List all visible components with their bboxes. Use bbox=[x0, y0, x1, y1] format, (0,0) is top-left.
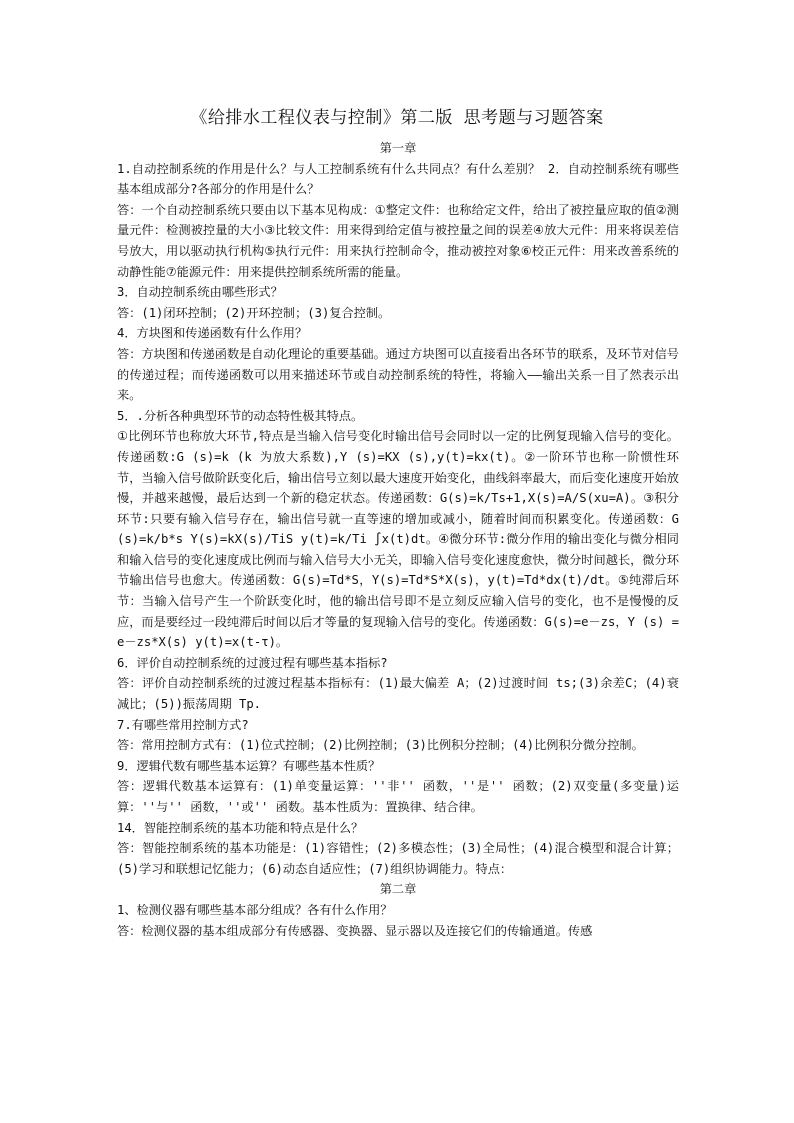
paragraph: ①比例环节也称放大环节,特点是当输入信号变化时输出信号会同时以一定的比例复现输入信号的变化。传递函数:G (s)=k (k 为放大系数),Y (s)=KX (s),y(t)=kx(t)。②一阶环节也称一阶惯性环节，当输入信号做阶跃变化后，输出信号立刻以最大速度开始变化，曲线斜率最大，而后变化速度开始放慢，并越来越慢，最后达到一个新的稳定状态。传递函数：G(s)=k/Ts+1,X(s)=A/S(xu=A)。③积分环节:只要有输入信号存在，输出信号就一直等速的增加或减小，随着时间而积累变化。传递函数：G (s)=k/b*s Y(s)=kX(s)/TiS y(t)=k/Ti ∫x(t)dt。④微分环节:微分作用的输出变化与微分相同和输入信号的变化速度成比例而与输入信号大小无关，即输入信号变化速度愈快，微分时间越长，微分环节输出信号也愈大。传递函数：G(s)=Td*S，Y(s)=Td*S*X(s)，y(t)=Td*dx(t)/dt。⑤纯滞后环节：当输入信号产生一个阶跃变化时，他的输出信号即不是立刻反应输入信号的变化，也不是慢慢的反应，而是要经过一段纯滞后时间以后才等量的复现输入信号的变化。传递函数：G(s)=e－zs，Y (s) =e－zs*X(s) y(t)=x(t-τ)。 bbox=[117, 429, 679, 650]
paragraph: 答：常用控制方式有：(1)位式控制；(2)比例控制；(3)比例积分控制；(4)比例积分微分控制。 bbox=[117, 738, 644, 753]
paragraph: 6．评价自动控制系统的过渡过程有哪些基本指标? bbox=[117, 655, 388, 670]
paragraph: 1、检测仪器有哪些基本部分组成？各有什么作用？ bbox=[117, 902, 393, 917]
paragraph: 7.有哪些常用控制方式? bbox=[117, 717, 249, 732]
paragraph: 答：(1)闭环控制；(2)开环控制；(3)复合控制。 bbox=[117, 305, 391, 320]
chapter-heading: 第二章 bbox=[379, 882, 417, 897]
paragraph: 1.自动控制系统的作用是什么？与人工控制系统有什么共同点？有什么差别？ 2．自动控制系统有哪些基本组成部分?各部分的作用是什么？ bbox=[117, 161, 679, 197]
paragraph: 答：一个自动控制系统只要由以下基本见构成：①整定文件：也称给定文件，给出了被控量应取的值②测量元件：检测被控量的大小③比较文件：用来得到给定值与被控量之间的误差④放大元件：用来将误差信号放大，用以驱动执行机构⑤执行元件：用来执行控制命令，推动被控对象⑥校正元件：用来改善系统的动静性能⑦能源元件：用来提供控制系统所需的能量。 bbox=[117, 202, 679, 279]
document-title: 《给排水工程仪表与控制》第二版 思考题与习题答案 bbox=[190, 108, 604, 128]
document-body bbox=[117, 138, 679, 941]
paragraph: 答：逻辑代数基本运算有：(1)单变量运算：''非'' 函数，''是'' 函数；(2)双变量(多变量)运算：''与'' 函数，''或'' 函数。基本性质为：置换律、结合律。 bbox=[117, 779, 679, 814]
paragraph: 5．.分析各种典型环节的动态特性极其特点。 bbox=[117, 408, 364, 423]
paragraph: 4．方块图和传递函数有什么作用？ bbox=[117, 326, 308, 341]
paragraph: 答：检测仪器的基本组成部分有传感器、变换器、显示器以及连接它们的传输通道。传感 bbox=[117, 923, 593, 938]
paragraph: 答：智能控制系统的基本功能是：(1)容错性；(2)多模态性；(3)全局性；(4)混合模型和混合计算；(5)学习和联想记忆能力；(6)动态自适应性；(7)组织协调能力。特点： bbox=[117, 841, 679, 876]
paragraph: 9．逻辑代数有哪些基本运算？有哪些基本性质？ bbox=[117, 758, 381, 773]
paragraph: 14．智能控制系统的基本功能和特点是什么？ bbox=[117, 820, 364, 835]
paragraph: 答：评价自动控制系统的过渡过程基本指标有：(1)最大偏差 A；(2)过渡时间 ts;(3)余差C；(4)衰减比；(5))振荡周期 Tp. bbox=[117, 676, 679, 712]
chapter-heading: 第一章 bbox=[379, 141, 417, 155]
paragraph: 答：方块图和传递函数是自动化理论的重要基础。通过方块图可以直接看出各环节的联系，及环节对信号的传递过程；而传递函数可以用来描述环节或自动控制系统的特性，将输入——输出关系一目了然表示出来。 bbox=[117, 346, 679, 403]
paragraph: 3．自动控制系统由哪些形式？ bbox=[117, 285, 283, 300]
